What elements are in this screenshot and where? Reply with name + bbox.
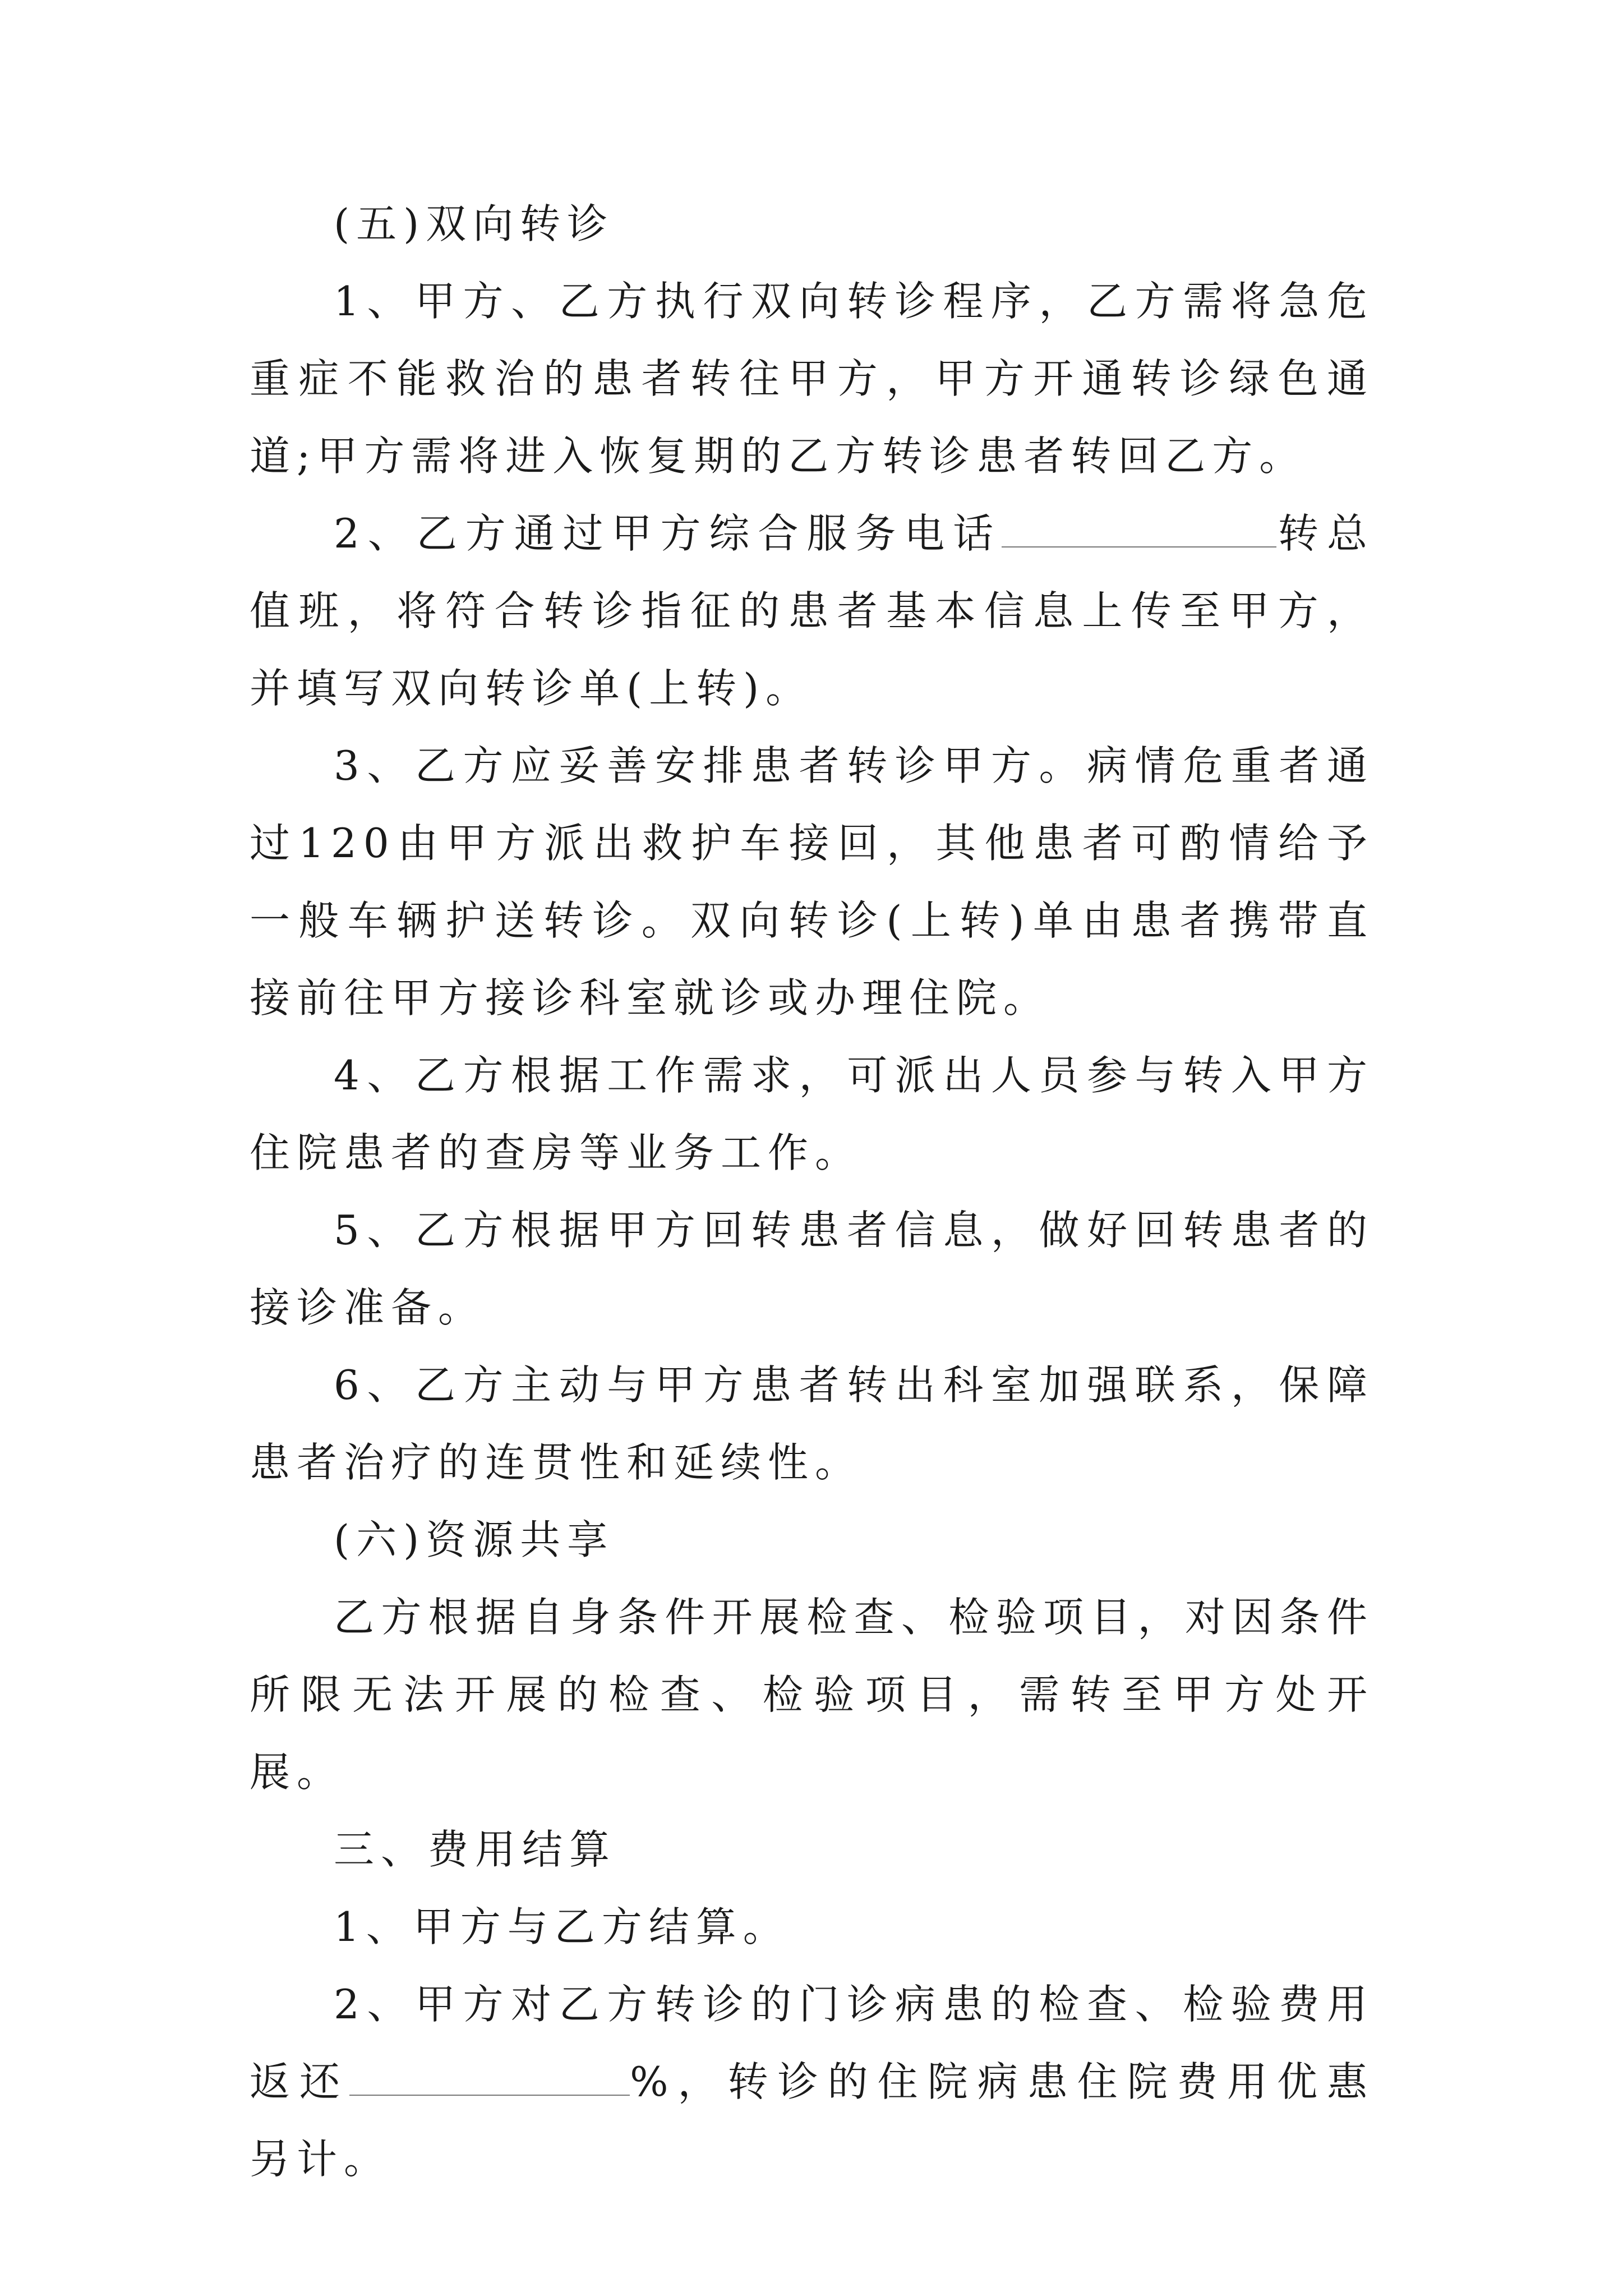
paragraph-6: 6、乙方主动与甲方患者转出科室加强联系，保障患者治疗的连贯性和延续性。 xyxy=(250,1361,1374,1486)
section-five-heading: (五)双向转诊 xyxy=(334,200,615,247)
paragraph-9-end: %，转诊的住院病患住院费用优惠另计。 xyxy=(250,2058,1374,2183)
section-six-heading: (六)资源共享 xyxy=(334,1516,615,1563)
section-three-heading: 三、费用结算 xyxy=(334,1826,617,1873)
phone-blank xyxy=(1002,515,1276,547)
paragraph-5: 5、乙方根据甲方回转患者信息，做好回转患者的接诊准备。 xyxy=(250,1207,1374,1331)
paragraph-8: 1、甲方与乙方结算。 xyxy=(334,1903,790,1950)
paragraph-2-start: 2、乙方通过甲方综合服务电话 xyxy=(334,510,1002,557)
paragraph-7: 乙方根据自身条件开展检查、检验项目，对因条件所限无法开展的检查、检验项目，需转至甲方处开展。 xyxy=(250,1594,1374,1796)
paragraph-4: 4、乙方根据工作需求，可派出人员参与转入甲方住院患者的查房等业务工作。 xyxy=(250,1052,1374,1176)
paragraph-2 xyxy=(250,495,1374,727)
paragraph-1: 1、甲方、乙方执行双向转诊程序，乙方需将急危重症不能救治的患者转往甲方，甲方开通转诊绿色通道;甲方需将进入恢复期的乙方转诊患者转回乙方。 xyxy=(250,278,1374,480)
paragraph-2-end: 转总值班，将符合转诊指征的患者基本信息上传至甲方，并填写双向转诊单(上转)。 xyxy=(250,510,1374,712)
paragraph-3: 3、乙方应妥善安排患者转诊甲方。病情危重者通过120由甲方派出救护车接回，其他患者可酌情给予一般车辆护送转诊。双向转诊(上转)单由患者携带直接前往甲方接诊科室就诊或办理住院。 xyxy=(250,742,1374,1022)
paragraph-9 xyxy=(250,1966,1374,2198)
document-body xyxy=(250,185,1374,2198)
percent-blank xyxy=(349,2063,630,2096)
paragraph-9-start: 2、甲方对乙方转诊的门诊病患的检查、检验费用返还 xyxy=(250,1981,1374,2105)
